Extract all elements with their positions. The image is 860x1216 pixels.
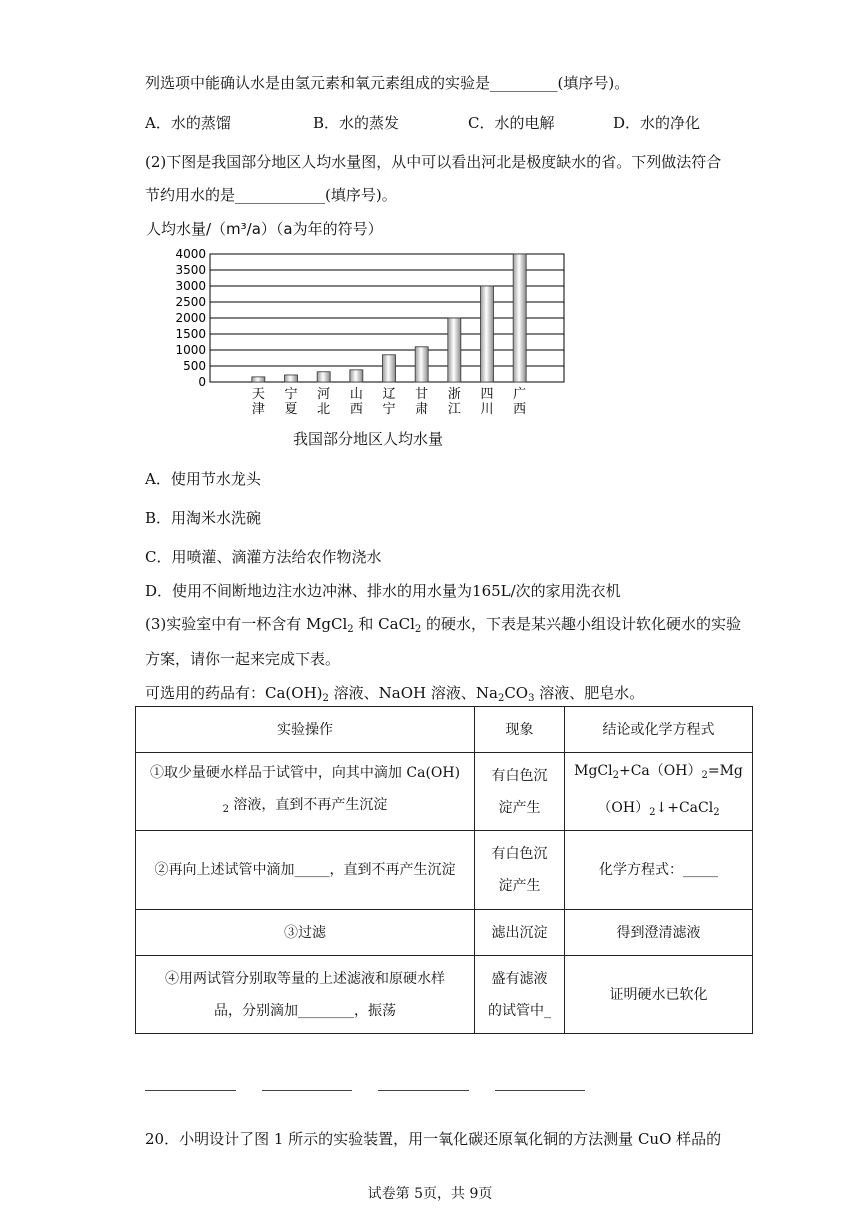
y-tick-label: 4000 — [175, 247, 206, 261]
row2-operation: ②再向上述试管中滴加_____，直到不再产生沉淀 — [136, 831, 475, 910]
row3-operation: ③过滤 — [136, 910, 475, 956]
row3-phenomenon: 滤出沉淀 — [475, 910, 565, 956]
q2-option-a: A．使用节水龙头 — [145, 470, 261, 488]
table-row — [136, 956, 753, 1034]
bar-辽宁 — [383, 355, 396, 382]
svg-text:河: 河 — [317, 387, 331, 402]
x-tick-label — [382, 387, 395, 417]
row3-conclusion: 得到澄清滤液 — [565, 910, 753, 956]
row4-operation: ④用两试管分别取等量的上述滤液和原硬水样 品，分别滴加________，振荡 — [136, 956, 475, 1034]
question-3-line-3: 可选用的药品有：$Ca(OH)_2$ 溶液、NaOH 溶液、$Na_2CO_3$ 溶液、肥皂水。 — [145, 684, 645, 704]
x-tick-label — [284, 387, 297, 417]
svg-text:西: 西 — [349, 402, 363, 417]
y-tick-label: 2500 — [175, 295, 206, 309]
bar-广西 — [513, 254, 526, 382]
chart-caption: 我国部分地区人均水量 — [293, 430, 444, 448]
x-tick-label — [415, 386, 428, 417]
svg-text:川: 川 — [480, 402, 494, 417]
row2-phenomenon: 有白色沉 淀产生 — [475, 831, 565, 910]
bar-宁夏 — [285, 375, 298, 382]
answer-blank[interactable] — [262, 1090, 353, 1091]
svg-text:北: 北 — [317, 402, 331, 417]
chart-title: 人均水量/（m³/a）（a为年的符号） — [146, 220, 383, 238]
row4-phenomenon: 盛有滤液 的试管中_ — [475, 956, 565, 1034]
bar-浙江 — [448, 318, 461, 382]
q2-option-c: C．用喷灌、滴灌方法给农作物浇水 — [145, 548, 382, 566]
y-tick-label: 0 — [198, 375, 206, 389]
page-footer: 试卷第 5页，共 9页 — [367, 1186, 493, 1202]
y-tick-label: 3500 — [175, 263, 206, 277]
option-d: D．水的净化 — [613, 114, 701, 132]
x-tick-label — [350, 387, 363, 417]
bar-甘肃 — [415, 347, 428, 382]
option-c: C．水的电解 — [468, 114, 555, 132]
row1-phenomenon: 有白色沉 淀产生 — [475, 753, 565, 831]
x-tick-label — [252, 387, 265, 417]
bar-天津 — [252, 377, 265, 382]
y-tick-label: 1500 — [175, 327, 206, 341]
y-tick-label: 1000 — [175, 343, 206, 357]
question-2-line-1: (2)下图是我国部分地区人均水量图，从中可以看出河北是极度缺水的省。下列做法符合 — [145, 153, 722, 171]
question-1-tail: 列选项中能确认水是由氢元素和氧元素组成的实验是_________(填序号)。 — [145, 74, 630, 92]
question-3-line-1: (3)实验室中有一杯含有 MgCl$_2$ 和 CaCl$_2$ 的硬水，下表是某兴趣小组设计软化硬水的实验 — [145, 615, 742, 635]
option-a: A．水的蒸馏 — [145, 114, 231, 132]
svg-text:辽: 辽 — [382, 387, 396, 402]
x-tick-label — [448, 386, 461, 417]
x-tick-label — [480, 387, 493, 417]
x-tick-label — [317, 387, 330, 417]
experiment-table — [135, 706, 753, 1034]
svg-text:山: 山 — [349, 387, 363, 402]
svg-text:夏: 夏 — [284, 402, 298, 417]
bar-四川 — [481, 286, 494, 382]
svg-text:天: 天 — [251, 387, 265, 402]
answer-blank[interactable] — [378, 1090, 469, 1091]
svg-text:甘: 甘 — [415, 387, 429, 402]
answer-blanks — [145, 1090, 585, 1091]
option-b: B．水的蒸发 — [313, 114, 400, 132]
bar-河北 — [317, 372, 330, 382]
row2-equation: 化学方程式：_____ — [565, 831, 753, 910]
y-tick-label: 500 — [183, 359, 206, 373]
svg-text:广: 广 — [513, 387, 527, 402]
row4-conclusion: 证明硬水已软化 — [565, 956, 753, 1034]
table-header-row — [136, 707, 753, 753]
table-row — [136, 831, 753, 910]
header-phenomenon: 现象 — [475, 707, 565, 753]
question-2-line-2: 节约用水的是____________(填序号)。 — [145, 186, 397, 204]
answer-blank[interactable] — [145, 1090, 236, 1091]
row1-operation: ①取少量硬水样品于试管中，向其中滴加 Ca(OH) $_2$ 溶液，直到不再产生沉淀 — [136, 753, 475, 831]
svg-text:宁: 宁 — [284, 387, 298, 402]
svg-text:肃: 肃 — [415, 402, 429, 417]
question-3-line-2: 方案，请你一起来完成下表。 — [145, 650, 341, 668]
svg-text:浙: 浙 — [447, 387, 461, 402]
question-20-line: 20．小明设计了图 1 所示的实验装置，用一氧化碳还原氧化铜的方法测量 CuO 样品的 — [145, 1130, 722, 1148]
table-row — [136, 753, 753, 831]
svg-text:宁: 宁 — [382, 402, 396, 417]
bar-山西 — [350, 370, 363, 382]
svg-text:西: 西 — [513, 402, 527, 417]
question-1-options — [145, 112, 745, 133]
header-operation: 实验操作 — [136, 707, 475, 753]
row1-equation: $MgCl_2+Ca(OH)_2=Mg$ $(OH)_2↓+CaCl_2$ — [565, 753, 753, 831]
answer-blank[interactable] — [495, 1090, 586, 1091]
svg-text:津: 津 — [251, 402, 265, 417]
y-tick-label: 2000 — [175, 311, 206, 325]
y-tick-label: 3000 — [175, 279, 206, 293]
table-row — [136, 910, 753, 956]
x-tick-label — [513, 387, 526, 417]
q2-option-b: B．用淘米水洗碗 — [145, 509, 262, 527]
svg-text:江: 江 — [447, 402, 461, 417]
svg-text:四: 四 — [480, 387, 494, 402]
q2-option-d: D．使用不间断地边注水边冲淋、排水的用水量为165L/次的家用洗衣机 — [145, 582, 621, 600]
header-conclusion: 结论或化学方程式 — [565, 707, 753, 753]
water-per-capita-chart — [160, 240, 580, 425]
